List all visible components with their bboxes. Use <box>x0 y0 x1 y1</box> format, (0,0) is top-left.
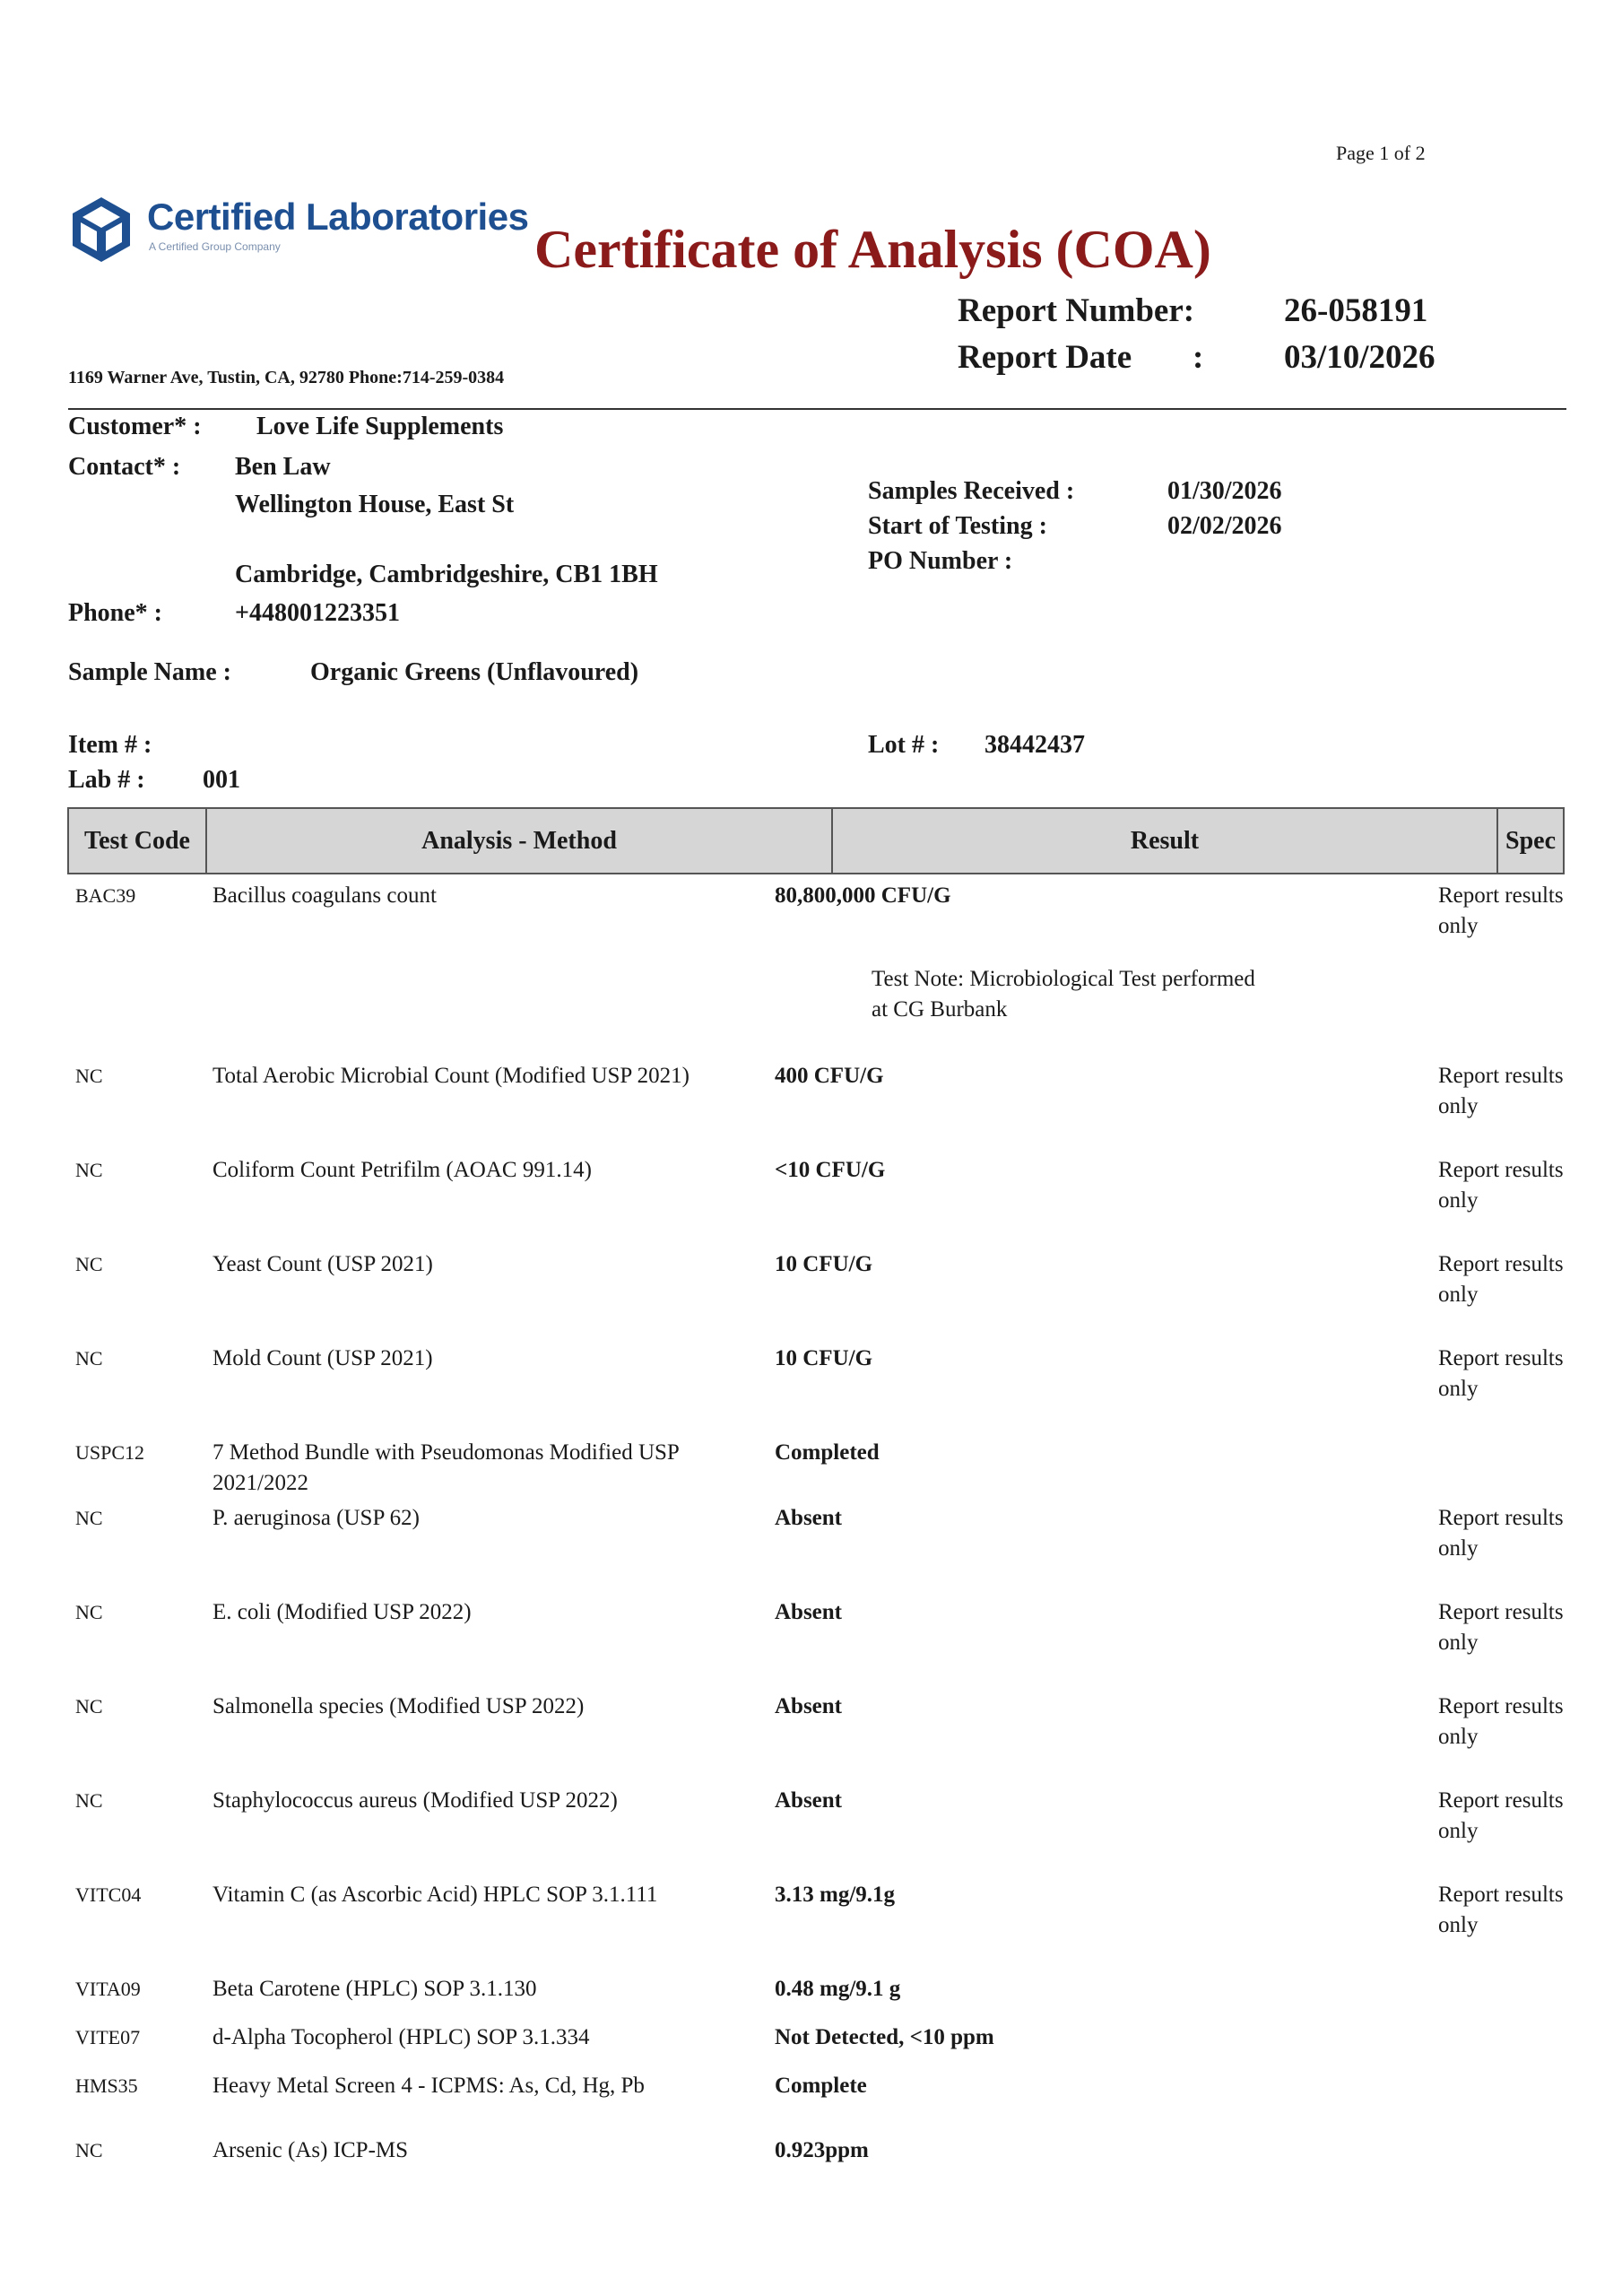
spec-value: Report results only <box>1438 1788 1564 1843</box>
test-code: NC <box>75 1253 103 1275</box>
result-value: Absent <box>775 1600 843 1624</box>
test-code: NC <box>75 1601 103 1623</box>
report-number-label: Report Number: <box>958 292 1195 329</box>
samples-received: 01/30/2026 <box>1167 477 1282 505</box>
analysis-method: 7 Method Bundle with Pseudomonas Modified USP 2021/2022 <box>213 1440 679 1495</box>
contact-name: Ben Law <box>235 453 331 481</box>
result-value: 10 CFU/G <box>775 1346 873 1370</box>
samples-received-label: Samples Received : <box>868 477 1075 505</box>
test-code: NC <box>75 1789 103 1812</box>
analysis-method: d-Alpha Tocopherol (HPLC) SOP 3.1.334 <box>213 2025 590 2049</box>
test-code: VITE07 <box>75 2026 141 2048</box>
spec-value: Report results only <box>1438 1252 1564 1307</box>
company-name: Certified Laboratories <box>147 196 529 238</box>
header-divider <box>68 408 1566 410</box>
results-table-header <box>67 807 1565 874</box>
po-number-label: PO Number : <box>868 547 1013 575</box>
test-note: Test Note: Microbiological Test performed at CG Burbank <box>872 967 1255 1022</box>
result-value: Absent <box>775 1788 843 1813</box>
item-number-label: Item # : <box>68 731 152 759</box>
analysis-method: Coliform Count Petrifilm (AOAC 991.14) <box>213 1158 592 1182</box>
header-result: Result <box>1130 827 1200 855</box>
page-number: Page 1 of 2 <box>1336 142 1426 164</box>
analysis-method: Vitamin C (as Ascorbic Acid) HPLC SOP 3.1.111 <box>213 1883 658 1907</box>
result-value: Completed <box>775 1440 880 1465</box>
address-line-1: Wellington House, East St <box>235 491 515 518</box>
company-address: 1169 Warner Ave, Tustin, CA, 92780 Phone:714-259-0384 <box>68 368 505 387</box>
test-code: NC <box>75 1159 103 1181</box>
analysis-method: Bacillus coagulans count <box>213 883 437 908</box>
analysis-method: Salmonella species (Modified USP 2022) <box>213 1694 585 1718</box>
analysis-method: Yeast Count (USP 2021) <box>213 1252 433 1276</box>
spec-value: Report results only <box>1438 1506 1564 1561</box>
spec-value: Report results only <box>1438 1694 1564 1749</box>
company-tagline: A Certified Group Company <box>149 240 281 253</box>
test-code: USPC12 <box>75 1441 145 1464</box>
report-date-label: Report Date <box>958 339 1132 376</box>
result-value: Absent <box>775 1694 843 1718</box>
lab-number: 001 <box>203 766 240 794</box>
analysis-method: Beta Carotene (HPLC) SOP 3.1.130 <box>213 1977 537 2001</box>
test-code: HMS35 <box>75 2074 138 2097</box>
analysis-method: Staphylococcus aureus (Modified USP 2022) <box>213 1788 618 1813</box>
test-code: VITA09 <box>75 1978 141 2000</box>
result-value: Not Detected, <10 ppm <box>775 2025 994 2049</box>
result-value: 3.13 mg/9.1g <box>775 1883 896 1907</box>
result-value: Complete <box>775 2074 867 2098</box>
customer-label: Customer* : <box>68 413 202 440</box>
analysis-method: P. aeruginosa (USP 62) <box>213 1506 421 1530</box>
analysis-method: Mold Count (USP 2021) <box>213 1346 433 1370</box>
report-date-colon: : <box>1193 339 1204 376</box>
result-value: 0.48 mg/9.1 g <box>775 1977 901 2001</box>
phone-label: Phone* : <box>68 599 162 627</box>
analysis-method: Total Aerobic Microbial Count (Modified USP 2021) <box>213 1064 690 1088</box>
spec-value: Report results only <box>1438 883 1564 938</box>
start-testing: 02/02/2026 <box>1167 512 1282 540</box>
spec-value: Report results only <box>1438 1064 1564 1118</box>
result-value: 10 CFU/G <box>775 1252 873 1276</box>
report-number: 26-058191 <box>1284 292 1428 329</box>
contact-label: Contact* : <box>68 453 181 481</box>
lab-number-label: Lab # : <box>68 766 145 794</box>
result-value: 80,800,000 CFU/G <box>775 883 951 908</box>
lot-number: 38442437 <box>984 731 1085 759</box>
cube-logo-icon <box>66 194 136 264</box>
header-test-code: Test Code <box>84 827 190 855</box>
start-testing-label: Start of Testing : <box>868 512 1047 540</box>
result-value: <10 CFU/G <box>775 1158 886 1182</box>
spec-value: Report results only <box>1438 1346 1564 1401</box>
test-code: BAC39 <box>75 884 136 907</box>
spec-value: Report results only <box>1438 1883 1564 1937</box>
spec-value: Report results only <box>1438 1600 1564 1655</box>
test-code: NC <box>75 1695 103 1718</box>
test-code: NC <box>75 1347 103 1370</box>
analysis-method: Arsenic (As) ICP-MS <box>213 2138 409 2162</box>
report-date: 03/10/2026 <box>1284 339 1436 376</box>
test-code: NC <box>75 1065 103 1087</box>
test-code: NC <box>75 2139 103 2161</box>
test-code: NC <box>75 1507 103 1529</box>
lot-number-label: Lot # : <box>868 731 940 759</box>
header-analysis-method: Analysis - Method <box>421 827 617 855</box>
analysis-method: E. coli (Modified USP 2022) <box>213 1600 472 1624</box>
header-spec: Spec <box>1505 827 1556 855</box>
result-value: Absent <box>775 1506 843 1530</box>
spec-value: Report results only <box>1438 1158 1564 1213</box>
sample-name-label: Sample Name : <box>68 658 231 686</box>
sample-name: Organic Greens (Unflavoured) <box>310 658 639 686</box>
result-value: 0.923ppm <box>775 2138 869 2162</box>
document-title: Certificate of Analysis (COA) <box>534 220 1211 279</box>
company-logo <box>66 194 533 265</box>
result-value: 400 CFU/G <box>775 1064 884 1088</box>
customer-name: Love Life Supplements <box>256 413 504 440</box>
address-line-2: Cambridge, Cambridgeshire, CB1 1BH <box>235 561 658 588</box>
test-code: VITC04 <box>75 1883 142 1906</box>
phone-number: +448001223351 <box>235 599 400 627</box>
analysis-method: Heavy Metal Screen 4 - ICPMS: As, Cd, Hg, Pb <box>213 2074 645 2098</box>
